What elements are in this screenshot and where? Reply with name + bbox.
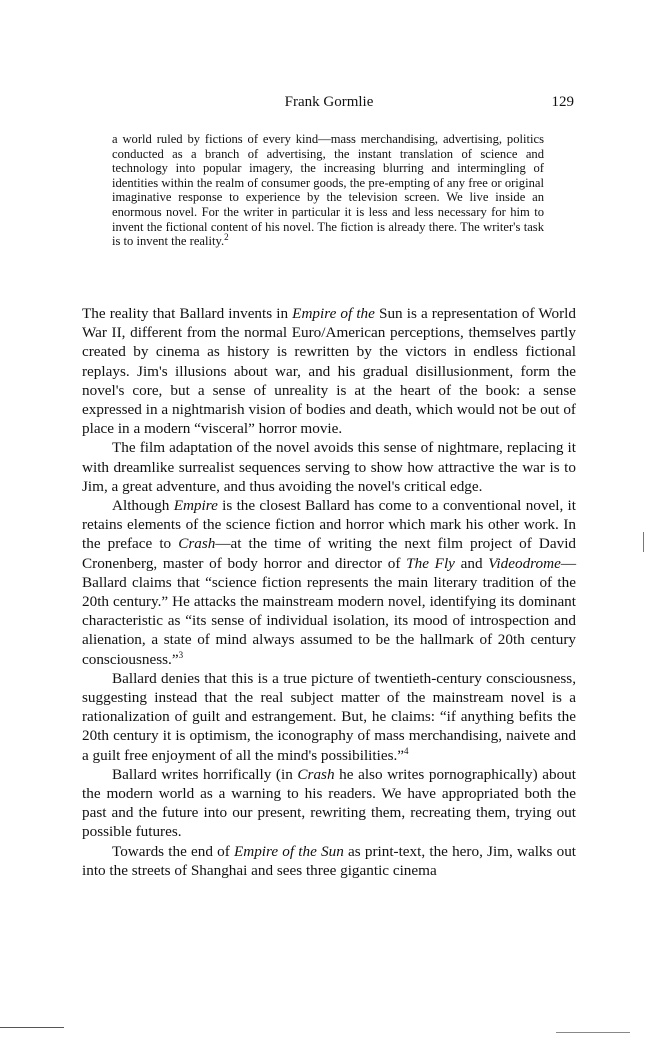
paragraph-5-text-b: he also writes pornographically) about the modern world as a warning to his readers. We have appropriated both the past and the future into our present, rewriting them, recreating them, trying out possible futures. <box>82 765 576 841</box>
running-header <box>82 94 576 114</box>
paragraph-1-text-a: The reality that Ballard invents in <box>82 305 293 322</box>
paragraph-6-text-b: as print-text, the hero, Jim, walks out into the streets of Shanghai and sees three gigantic cinema <box>82 842 577 879</box>
footer-rule-left <box>0 1027 64 1028</box>
margin-scan-mark <box>643 532 644 552</box>
book-title-empire: Empire <box>173 497 218 515</box>
paragraph-5 <box>82 765 576 842</box>
paragraph-3-text-a: Although <box>112 497 174 515</box>
paragraph-2-text: The film adaptation of the novel avoids this sense of nightmare, replacing it with dreamlike surrealist sequences serving to show how attractive the war is to Jim, a great adventure, and thus avoiding the novel's critical edge. <box>82 439 576 495</box>
page-number: 129 <box>551 94 574 110</box>
paragraph-3-text-b: is the closest Ballard has come to a conventional novel, it retains elements of the science fiction and horror which mark his other work. In the preface to <box>82 497 576 553</box>
paragraph-3-text-d: and <box>454 554 489 572</box>
paragraph-1-text-b: Sun is a representation of World War II, different from the normal Euro/American perceptions, themselves partly created by cinema as history is rewritten by the victors in endless fictional replays. Jim's illusions about war, and his gradual disillusionment, form the novel's core, but a sense of unreality is at the heart of the book: a sense expressed in a nightmarish vision of bodies and death, which would not be out of place in a modern “visceral” horror movie. <box>82 305 576 438</box>
body-text <box>82 304 576 880</box>
paragraph-6-text-a: Towards the end of <box>112 842 234 860</box>
footer-rule-right <box>556 1032 630 1033</box>
book-title-crash: Crash <box>178 535 216 553</box>
paragraph-3 <box>82 496 576 669</box>
book-title-empire-of-the-sun: Empire of the Sun <box>233 842 344 860</box>
block-quote-text: a world ruled by fictions of every kind—mass merchandising, advertising, politics conducted as a branch of advertising, the instant translation of science and technology into popular imagery, the increasing blurring and intermingling of identities within the realm of consumer goods, the pre-empting of any free or original imaginative response to experience by the television screen. We live inside an enormous novel. For the writer in particular it is less and less necessary for him to invent the fictional content of his novel. The fiction is already there. The writer's task is to invent the reality. <box>112 132 544 249</box>
film-title-the-fly: The Fly <box>406 554 455 572</box>
film-title-videodrome: Videodrome <box>488 554 561 572</box>
paragraph-4 <box>82 669 576 765</box>
book-title-crash-2: Crash <box>297 765 335 783</box>
footnote-ref-4: 4 <box>404 745 409 756</box>
footnote-ref-2: 2 <box>224 231 229 242</box>
block-quote <box>112 132 544 249</box>
book-title-empire-of-the: Empire of the <box>292 305 375 322</box>
paragraph-6 <box>82 842 576 880</box>
paragraph-1 <box>82 304 576 438</box>
paragraph-4-text: Ballard denies that this is a true picture of twentieth-century consciousness, suggesting instead that the real subject matter of the mainstream novel is a rationalization of guilt and estrangement. But, he claims: “if anything befits the 20th century it is optimism, the iconography of mass merchandising, naivete and a guilt free enjoyment of all the mind's possibilities.” <box>82 669 576 764</box>
footnote-ref-3: 3 <box>178 649 184 660</box>
paragraph-3-text-c: —at the time of writing the next film project of David Cronenberg, master of body horror and director of <box>82 535 577 572</box>
paragraph-3-text-e: —Ballard claims that “science fiction represents the main literary tradition of the 20th century.” He attacks the mainstream modern novel, identifying its dominant characteristic as “its sense of individual isolation, its mood of introspection and alienation, a state of mind always assumed to be the hallmark of 20th century consciousness.” <box>82 554 576 668</box>
paragraph-5-text-a: Ballard writes horrifically (in <box>112 765 298 783</box>
running-head-author: Frank Gormlie <box>284 94 374 110</box>
paragraph-2 <box>82 438 576 496</box>
